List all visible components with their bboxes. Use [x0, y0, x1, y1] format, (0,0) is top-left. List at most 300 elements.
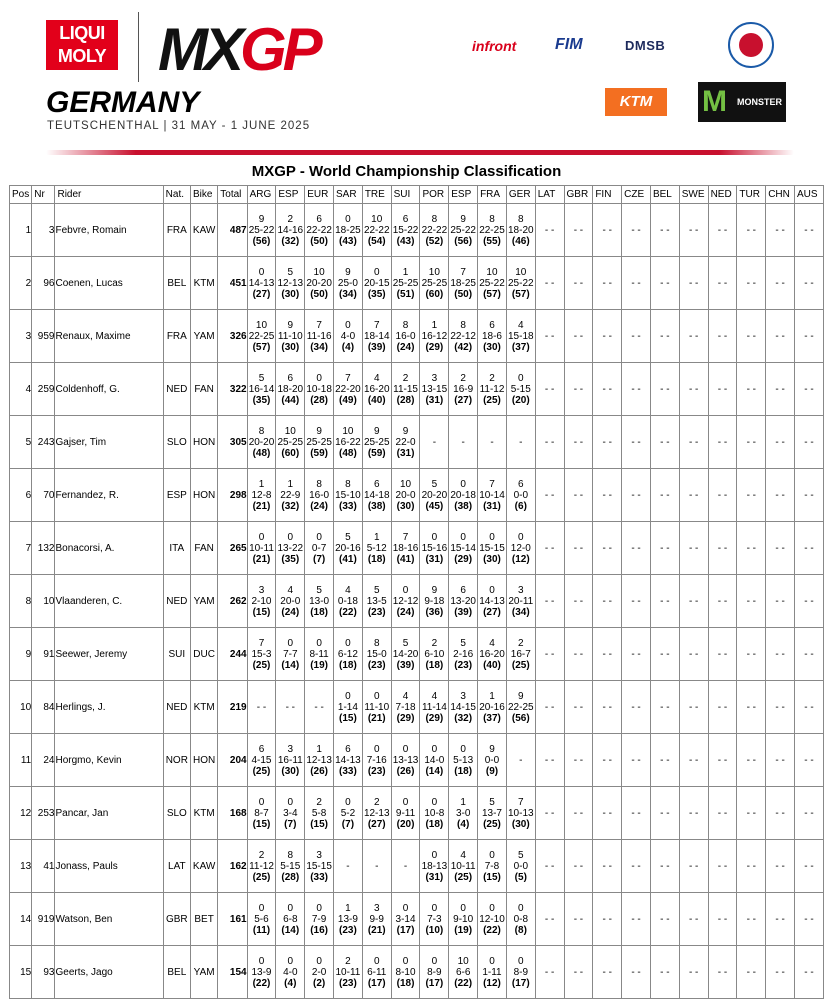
round-result — [449, 363, 478, 416]
col-round-bel: BEL — [650, 186, 679, 204]
no-result: - - — [573, 754, 584, 766]
race-points: 25-25 — [363, 436, 390, 448]
no-result: - - — [602, 860, 612, 872]
round-result — [391, 628, 420, 681]
round-total: (42) — [454, 341, 473, 353]
race-points: 5-15 — [510, 383, 531, 395]
race-points: 22-0 — [395, 436, 416, 448]
round-total: (35) — [367, 288, 386, 300]
qualifying-points: 9 — [460, 213, 466, 225]
no-result: - - — [717, 489, 728, 501]
round-result — [708, 628, 737, 681]
no-result: - - — [573, 648, 584, 660]
round-total: (30) — [281, 288, 300, 300]
liqui-moly-logo-line2: MOLY — [57, 46, 107, 66]
race-points: 25-25 — [421, 277, 448, 289]
race-points: 7-7 — [283, 648, 298, 660]
round-total: (29) — [425, 712, 444, 724]
no-result: - - — [804, 383, 814, 395]
round-result — [362, 469, 391, 522]
round-result — [305, 469, 334, 522]
pos-cell: 2 — [10, 257, 32, 310]
col-nr: Nr — [32, 186, 55, 204]
race-points: 6-10 — [424, 648, 445, 660]
round-result — [334, 469, 363, 522]
round-total: (57) — [511, 288, 530, 300]
no-result: - - — [544, 277, 555, 289]
round-result — [535, 575, 564, 628]
round-total: (23) — [339, 924, 357, 936]
race-points: 6-11 — [367, 966, 387, 978]
no-result: - - — [804, 542, 814, 554]
nat-cell: BEL — [163, 946, 190, 999]
race-points: 18-25 — [335, 224, 361, 236]
round-total: (22) — [454, 977, 473, 989]
qualifying-points: 7 — [316, 319, 322, 331]
qualifying-points: 8 — [402, 319, 409, 331]
qualifying-points: 10 — [255, 319, 268, 331]
round-result — [766, 469, 795, 522]
qualifying-points: 2 — [373, 796, 380, 808]
round-total: (32) — [281, 500, 300, 512]
no-result: - - — [631, 277, 641, 289]
qualifying-points: 4 — [345, 584, 351, 596]
col-round-ger: GER — [506, 186, 535, 204]
round-result — [708, 575, 737, 628]
round-result — [247, 840, 276, 893]
round-total: (29) — [454, 553, 473, 565]
round-result — [334, 310, 363, 363]
qualifying-points: 4 — [287, 584, 294, 596]
round-total: (57) — [483, 288, 501, 300]
round-result — [766, 946, 795, 999]
round-total: (18) — [339, 659, 357, 671]
pos-cell: 7 — [10, 522, 32, 575]
round-result — [247, 734, 276, 787]
round-result — [737, 204, 766, 257]
round-result — [362, 363, 391, 416]
no-result: - - — [660, 913, 670, 925]
no-result: - - — [285, 701, 296, 713]
qualifying-points: 2 — [287, 213, 294, 225]
nr-cell: 243 — [32, 416, 55, 469]
race-points: 9-18 — [424, 595, 445, 607]
round-total: (20) — [396, 818, 415, 830]
round-total: (39) — [367, 341, 386, 353]
round-result — [506, 893, 535, 946]
qualifying-points: 5 — [345, 531, 351, 543]
round-result — [679, 628, 708, 681]
race-points: 13-7 — [481, 807, 502, 819]
qualifying-points: 9 — [489, 743, 495, 755]
round-result — [420, 893, 449, 946]
no-result: - - — [746, 754, 757, 766]
round-result — [247, 575, 276, 628]
round-result — [650, 416, 679, 469]
race-points: 12-13 — [363, 807, 390, 819]
round-result — [305, 575, 334, 628]
round-result — [420, 469, 449, 522]
round-result — [622, 575, 651, 628]
round-result — [564, 575, 593, 628]
no-result: - - — [775, 807, 785, 819]
round-result — [478, 840, 507, 893]
qualifying-points: 2 — [258, 849, 265, 861]
round-result — [535, 628, 564, 681]
race-points: 6-8 — [283, 913, 298, 925]
col-round-lat: LAT — [535, 186, 564, 204]
no-result: - - — [602, 966, 612, 978]
round-result — [795, 575, 824, 628]
round-total: (41) — [339, 553, 357, 565]
pos-cell: 11 — [10, 734, 32, 787]
round-total: (15) — [252, 606, 271, 618]
round-result — [305, 681, 334, 734]
round-result — [564, 363, 593, 416]
bike-cell: HON — [190, 734, 217, 787]
round-result — [506, 416, 535, 469]
round-result — [362, 893, 391, 946]
qualifying-points: 0 — [402, 743, 409, 755]
round-total: (17) — [511, 977, 530, 989]
round-total: (32) — [281, 235, 300, 247]
qualifying-points: 0 — [518, 902, 524, 914]
round-result — [737, 416, 766, 469]
round-result — [622, 363, 651, 416]
round-result — [766, 893, 795, 946]
race-points: 10-11 — [450, 860, 476, 872]
qualifying-points: 9 — [345, 266, 351, 278]
round-result — [334, 893, 363, 946]
round-total: (23) — [454, 659, 473, 671]
qualifying-points: 5 — [258, 372, 265, 384]
race-points: 11-10 — [364, 701, 390, 713]
no-result: - - — [631, 383, 641, 395]
nr-cell: 253 — [32, 787, 55, 840]
no-result: - - — [688, 595, 699, 607]
table-row — [10, 416, 824, 469]
round-result — [679, 310, 708, 363]
nr-cell: 24 — [32, 734, 55, 787]
round-result — [478, 628, 507, 681]
round-result — [679, 416, 708, 469]
round-result — [276, 310, 305, 363]
qualifying-points: 9 — [258, 213, 265, 225]
round-result — [420, 681, 449, 734]
round-result — [420, 204, 449, 257]
qualifying-points: 0 — [460, 478, 466, 490]
no-result: - - — [717, 330, 728, 342]
nr-cell: 132 — [32, 522, 55, 575]
round-result — [391, 893, 420, 946]
round-total: (30) — [281, 341, 300, 353]
round-total: (12) — [511, 553, 530, 565]
race-points: 3-4 — [283, 807, 298, 819]
no-result: - - — [573, 595, 584, 607]
round-result — [564, 522, 593, 575]
pos-cell: 1 — [10, 204, 32, 257]
no-result: - - — [688, 277, 699, 289]
round-total: (46) — [511, 235, 530, 247]
round-result — [737, 734, 766, 787]
round-total: (18) — [425, 659, 444, 671]
round-total: (21) — [367, 712, 386, 724]
qualifying-points: 2 — [402, 372, 409, 384]
nr-cell: 84 — [32, 681, 55, 734]
round-total: (28) — [396, 394, 415, 406]
race-points: 11-16 — [306, 330, 332, 342]
no-result: - - — [746, 966, 757, 978]
round-result — [305, 734, 334, 787]
nat-cell: NED — [163, 363, 190, 416]
no-result: - - — [688, 807, 699, 819]
round-total: (27) — [367, 818, 386, 830]
total-points: 168 — [218, 787, 247, 840]
race-points: 16-9 — [453, 383, 474, 395]
no-result: - - — [688, 754, 699, 766]
round-total: (22) — [483, 924, 501, 936]
race-points: 7-8 — [484, 860, 500, 872]
race-points: 15-0 — [366, 648, 387, 660]
nat-cell: FRA — [163, 204, 190, 257]
race-points: 25-22 — [479, 277, 505, 289]
round-total: (31) — [425, 871, 444, 883]
round-total: (28) — [310, 394, 328, 406]
qualifying-points: 0 — [287, 955, 294, 967]
round-result — [305, 628, 334, 681]
race-points: 12-0 — [510, 542, 531, 554]
round-total: (33) — [310, 871, 328, 883]
qualifying-points: 3 — [431, 372, 438, 384]
no-result: - - — [775, 277, 785, 289]
race-points: 20-20 — [248, 436, 275, 448]
round-result — [276, 893, 305, 946]
qualifying-points: 2 — [518, 637, 524, 649]
pos-cell: 15 — [10, 946, 32, 999]
race-points: 15-14 — [450, 542, 476, 554]
no-result: - - — [573, 277, 584, 289]
race-points: 2-16 — [453, 648, 474, 660]
round-total: (17) — [425, 977, 444, 989]
round-result — [449, 469, 478, 522]
qualifying-points: 6 — [460, 584, 466, 596]
round-result — [247, 363, 276, 416]
race-points: 16-22 — [335, 436, 361, 448]
no-result: - - — [804, 436, 814, 448]
round-result — [737, 840, 766, 893]
qualifying-points: 2 — [460, 372, 466, 384]
nat-cell: NOR — [163, 734, 190, 787]
total-points: 154 — [218, 946, 247, 999]
round-total: (4) — [457, 818, 470, 830]
round-total: (15) — [252, 818, 271, 830]
race-points: 22-22 — [421, 224, 448, 236]
round-result — [564, 734, 593, 787]
round-result — [391, 946, 420, 999]
round-result — [391, 522, 420, 575]
qualifying-points: 4 — [431, 690, 438, 702]
no-result: - - — [746, 489, 757, 501]
race-points: 22-25 — [248, 330, 275, 342]
table-row — [10, 204, 824, 257]
bike-cell: KAW — [190, 840, 217, 893]
no-result: - - — [775, 542, 785, 554]
qualifying-points: 6 — [316, 213, 322, 225]
no-result: - - — [544, 701, 555, 713]
no-result: - - — [775, 754, 785, 766]
round-total: (15) — [310, 818, 328, 830]
round-result — [391, 310, 420, 363]
qualifying-points: 0 — [345, 637, 351, 649]
round-result — [420, 363, 449, 416]
nr-cell: 91 — [32, 628, 55, 681]
round-total: (24) — [396, 341, 415, 353]
monster-energy-logo — [698, 82, 786, 122]
round-total: (12) — [483, 977, 501, 989]
round-total: (24) — [396, 606, 415, 618]
round-result — [766, 257, 795, 310]
no-result: - - — [804, 913, 814, 925]
qualifying-points: 0 — [345, 690, 351, 702]
race-points: 15-22 — [392, 224, 419, 236]
race-points: 11-12 — [479, 383, 505, 395]
round-total: (17) — [367, 977, 386, 989]
no-result: - - — [746, 436, 757, 448]
race-points: 12-8 — [251, 489, 272, 501]
no-result: - — [375, 860, 379, 872]
no-result: - - — [573, 913, 584, 925]
race-points: 8-10 — [395, 966, 416, 978]
qualifying-points: 5 — [489, 796, 495, 808]
race-points: 3-0 — [455, 807, 471, 819]
no-result: - - — [631, 648, 641, 660]
race-points: 12-13 — [277, 277, 304, 289]
round-total: (33) — [339, 500, 357, 512]
round-total: (59) — [310, 447, 328, 459]
classification-table — [9, 185, 824, 999]
round-result — [593, 257, 622, 310]
qualifying-points: 9 — [287, 319, 294, 331]
qualifying-points: 8 — [460, 319, 466, 331]
no-result: - - — [544, 595, 555, 607]
race-points: 25-22 — [248, 224, 275, 236]
qualifying-points: 3 — [258, 584, 265, 596]
race-points: 14-0 — [424, 754, 445, 766]
round-result — [305, 416, 334, 469]
round-total: (30) — [511, 818, 530, 830]
race-points: 12-10 — [479, 913, 505, 925]
round-total: (2) — [312, 977, 326, 989]
round-total: (43) — [339, 235, 357, 247]
no-result: - - — [717, 383, 728, 395]
round-result — [650, 575, 679, 628]
round-result — [391, 416, 420, 469]
header-divider — [138, 12, 139, 82]
total-points: 204 — [218, 734, 247, 787]
round-total: (31) — [396, 447, 415, 459]
no-result: - - — [746, 595, 757, 607]
round-total: (26) — [396, 765, 415, 777]
round-result — [679, 363, 708, 416]
race-points: 18-13 — [421, 860, 448, 872]
round-result — [593, 310, 622, 363]
round-result — [247, 681, 276, 734]
round-result — [449, 257, 478, 310]
organizer-seal-center — [739, 33, 763, 57]
round-result — [564, 416, 593, 469]
rider-name: Jonass, Pauls — [55, 840, 163, 893]
race-points: 13-22 — [277, 542, 304, 554]
no-result: - - — [775, 489, 785, 501]
round-result — [391, 575, 420, 628]
round-result — [650, 893, 679, 946]
round-result — [334, 416, 363, 469]
no-result: - - — [746, 648, 757, 660]
qualifying-points: 0 — [489, 955, 495, 967]
pos-cell: 10 — [10, 681, 32, 734]
no-result: - — [403, 860, 408, 872]
race-points: 5-15 — [280, 860, 301, 872]
qualifying-points: 0 — [287, 902, 294, 914]
no-result: - - — [631, 701, 641, 713]
round-result — [593, 840, 622, 893]
qualifying-points: 6 — [518, 478, 524, 490]
race-points: 15-15 — [479, 542, 505, 554]
round-result — [362, 575, 391, 628]
round-result — [622, 310, 651, 363]
round-total: (24) — [281, 606, 300, 618]
no-result: - - — [573, 330, 584, 342]
no-result: - - — [602, 913, 612, 925]
round-result — [362, 628, 391, 681]
round-result — [535, 681, 564, 734]
table-row — [10, 469, 824, 522]
col-round-tur: TUR — [737, 186, 766, 204]
round-result — [593, 469, 622, 522]
table-row — [10, 946, 824, 999]
round-result — [449, 787, 478, 840]
race-points: 18-20 — [277, 383, 304, 395]
qualifying-points: 1 — [373, 531, 380, 543]
no-result: - — [490, 436, 494, 448]
no-result: - - — [688, 224, 699, 236]
qualifying-points: 2 — [489, 372, 495, 384]
qualifying-points: 0 — [287, 531, 294, 543]
no-result: - - — [602, 595, 612, 607]
col-pos: Pos — [10, 186, 32, 204]
no-result: - - — [660, 224, 670, 236]
table-row — [10, 310, 824, 363]
round-result — [535, 204, 564, 257]
bike-cell: YAM — [190, 946, 217, 999]
qualifying-points: 4 — [402, 690, 409, 702]
round-result — [679, 734, 708, 787]
total-points: 305 — [218, 416, 247, 469]
qualifying-points: 7 — [489, 478, 495, 490]
race-points: 15-15 — [306, 860, 332, 872]
round-result — [708, 893, 737, 946]
qualifying-points: 10 — [486, 266, 498, 278]
bike-cell: HON — [190, 469, 217, 522]
round-total: (27) — [483, 606, 501, 618]
round-result — [535, 469, 564, 522]
round-result — [449, 734, 478, 787]
round-result — [362, 204, 391, 257]
race-points: 13-20 — [450, 595, 476, 607]
race-points: 7-3 — [427, 913, 442, 925]
round-result — [478, 681, 507, 734]
round-result — [449, 946, 478, 999]
